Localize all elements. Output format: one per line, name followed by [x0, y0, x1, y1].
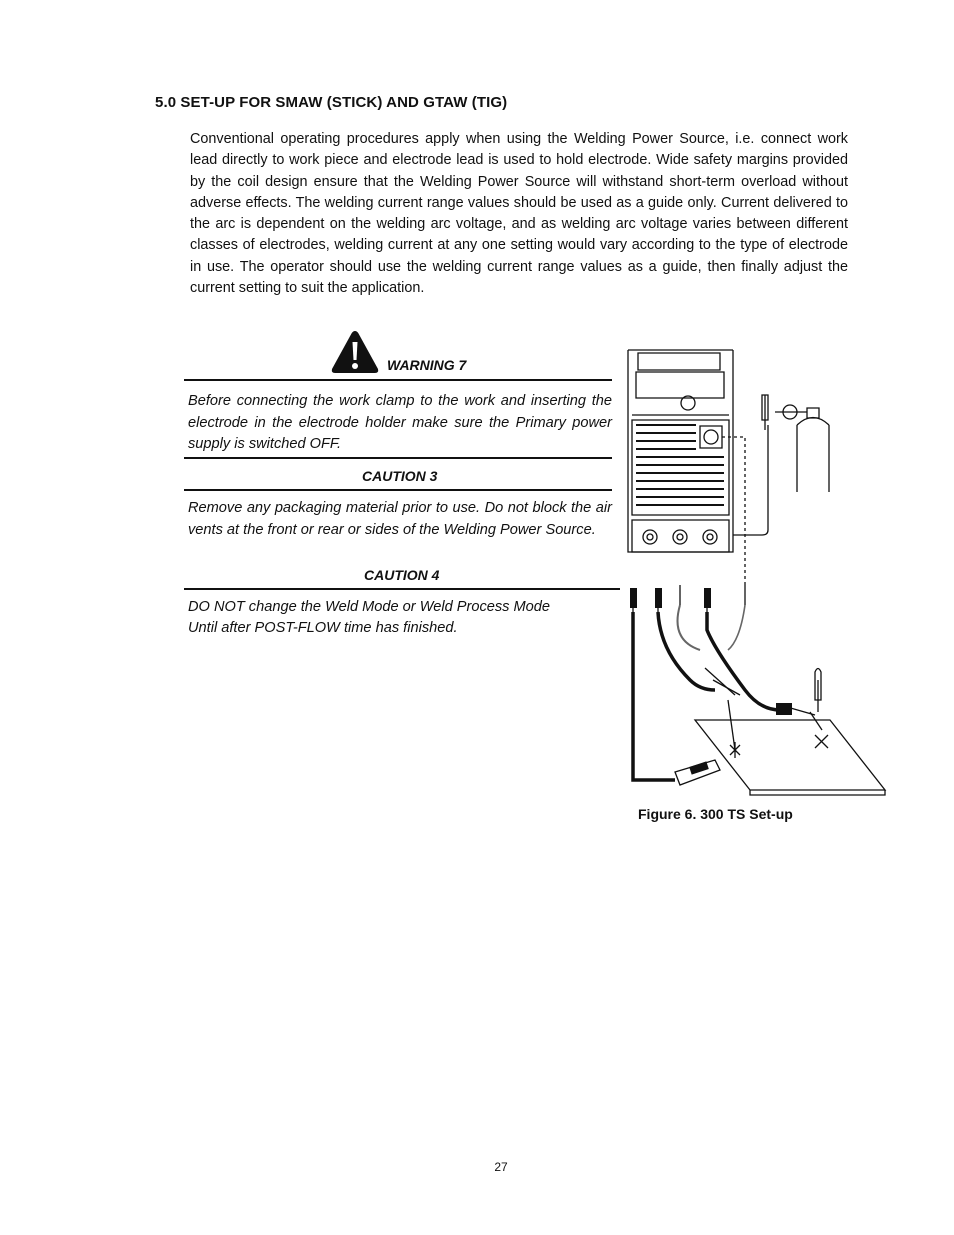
warning-bottom-rule: [184, 457, 612, 459]
caution-4-rule: [184, 588, 620, 590]
electrode-holder: [705, 668, 740, 750]
caution-4-title: CAUTION 4: [364, 567, 440, 583]
caution-3-title: CAUTION 3: [362, 468, 438, 484]
caution-3-rule: [184, 489, 612, 491]
work-piece: [695, 720, 885, 795]
caution-4-line-2: Until after POST-FLOW time has finished.: [188, 620, 458, 636]
warning-text: Before connecting the work clamp to the work and inserting the electrode in the electrode holder make sure the Primary power supply is switched OFF.: [188, 393, 612, 452]
tig-torch: [780, 669, 822, 731]
warning-title: WARNING 7: [387, 357, 467, 373]
caution-4-line-1: DO NOT change the Weld Mode or Weld Process Mode: [188, 599, 551, 615]
cables: [633, 612, 780, 780]
section-heading: 5.0 SET-UP FOR SMAW (STICK) AND GTAW (TIG): [155, 94, 508, 111]
power-source-unit: [628, 350, 733, 552]
gas-hose-line: [733, 425, 768, 535]
unit-vent-slots: [636, 424, 724, 506]
caution-3-text: Remove any packaging material prior to use. Do not block the air vents at the front or rear or sides of the Welding Power Source.: [188, 500, 612, 538]
intro-paragraph: Conventional operating procedures apply when using the Welding Power Source, i.e. connect work lead directly to work piece and electrode lead is used to hold electrode. Wide safety margins provided by the coil design ensure that the Welding Power Source will withstand short-term overload without adverse effects. The welding current range values should be used as a guide only. Current delivered to the arc is dependent on the welding arc voltage, and as welding arc voltage varies between different classes of electrodes, welding current at any one setting would vary according to the type of electrode in use. The operator should use the welding current range values as a guide, then finally adjust the current setting to suit the application.: [190, 131, 848, 297]
warning-top-rule: [184, 379, 612, 381]
warning-triangle-icon: [330, 329, 380, 375]
gas-cylinder: [762, 395, 829, 492]
setup-figure: [620, 345, 895, 805]
arc-sparks: [730, 735, 828, 758]
figure-caption: Figure 6. 300 TS Set-up: [638, 806, 793, 822]
page-number: 27: [494, 1160, 508, 1174]
cable-connectors: [633, 585, 745, 612]
